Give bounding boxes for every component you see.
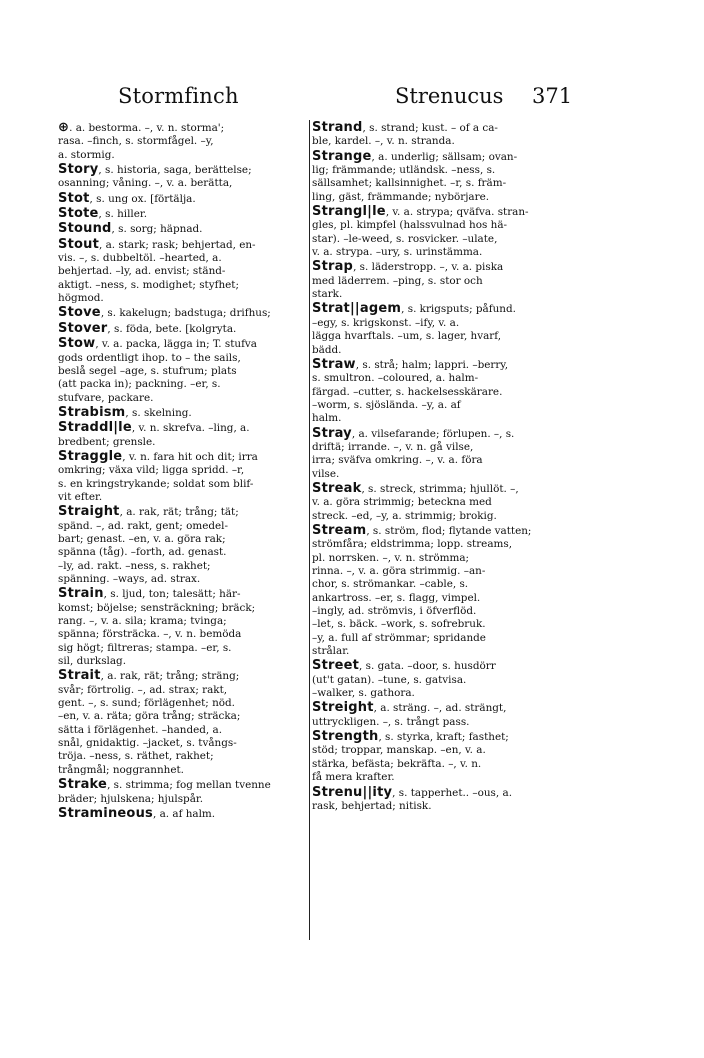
entry-line: Strat||agem, s. krigsputs; påfund.: [312, 302, 516, 317]
dictionary-entry: [58, 778, 310, 806]
headword: Strap: [312, 260, 354, 275]
entry-line: spänna (tåg). –forth, ad. genast.: [58, 546, 227, 559]
entry-line: få mera krafter.: [312, 771, 395, 784]
entry-line: Strait, a. rak, rät; trång; sträng;: [58, 669, 240, 684]
entry-line: Straw, s. strå; halm; lappri. –berry,: [312, 357, 509, 372]
left-column: [58, 121, 310, 822]
entry-line: –worm, s. sjösländа. –y, a. af: [312, 398, 461, 411]
entry-line: Stout, a. stark; rask; behjertad, en-: [58, 237, 256, 252]
dictionary-entry: [312, 730, 572, 784]
entry-line: högmod.: [58, 292, 104, 305]
headword: Strange: [312, 149, 372, 164]
headword: Strabism: [58, 405, 126, 420]
headword: Stote: [58, 207, 99, 222]
dictionary-entry: [312, 524, 572, 658]
entry-line: –egy, s. krigskonst. –ify, v. a.: [312, 316, 460, 329]
entry-line: med läderrem. –ping, s. stor och: [312, 274, 483, 287]
headword: Stot: [58, 191, 90, 206]
dictionary-entry: [312, 659, 572, 700]
entry-line: vis. –, s. dubbeltöl. –hearted, a.: [58, 252, 222, 265]
dictionary-entry: [312, 358, 572, 426]
dictionary-entry: [58, 121, 310, 162]
headword: Straddl|le: [58, 421, 132, 436]
entry-line: Stray, a. vilsefarande; förlupen. –, s.: [312, 426, 515, 441]
headword: Street: [312, 659, 360, 674]
entry-line: färgad. –cutter, s. hackelsesskärare.: [312, 385, 503, 398]
dictionary-entry: [58, 163, 310, 191]
entry-line: driftä; irrande. –, v. n. gå vilse,: [312, 440, 474, 453]
entry-line: ankartross. –er, s. flagg, vimpel.: [312, 591, 481, 604]
entry-line: trångmål; noggrannhet.: [58, 763, 184, 776]
headword: Strake: [58, 778, 108, 793]
right-guide-word: Strenucus: [395, 84, 504, 108]
dictionary-entry: [58, 807, 310, 821]
dictionary-entry: [58, 192, 310, 206]
entry-line: Strain, s. ljud, ton; talesätt; här-: [58, 587, 241, 602]
entry-line: –walker, s. gathora.: [312, 687, 415, 700]
dictionary-entry: [58, 587, 310, 668]
entry-line: aktigt. –ness, s. modighet; styfhet;: [58, 278, 239, 291]
right-column: [312, 121, 572, 814]
entry-line: Strap, s. läderstropp. –, v. a. piska: [312, 260, 504, 275]
entry-line: stärka, befästa; bekräfta. –, v. n.: [312, 757, 482, 770]
left-guide-word: Stormfinch: [118, 84, 239, 108]
entry-line: a. stormig.: [58, 148, 115, 161]
headword: Strait: [58, 669, 101, 684]
dictionary-entry: [58, 222, 310, 236]
entry-line: Story, s. historia, saga, berättelse;: [58, 163, 252, 178]
entry-line: Strangl|le, v. a. strypa; qväfva. stran-: [312, 205, 529, 220]
dictionary-entry: [58, 207, 310, 221]
entry-line: (att packa in); packning. –er, s.: [58, 378, 221, 391]
headword: Straggle: [58, 449, 123, 464]
headword: Stover: [58, 321, 108, 336]
entry-line: v. a. göra strimmig; beteckna med: [312, 496, 492, 509]
dictionary-entry: [58, 337, 310, 405]
entry-line: vit efter.: [58, 490, 103, 503]
entry-line: vilse.: [312, 467, 340, 480]
entry-line: –let, s. bäck. –work, s. sofrebruk.: [312, 618, 486, 631]
entry-line: Stow, v. a. packa, lägga in; T. stufva: [58, 337, 257, 352]
dictionary-entry: [58, 669, 310, 777]
dictionary-entry: [312, 701, 572, 729]
dictionary-entry: [58, 238, 310, 306]
headword: Straw: [312, 357, 356, 372]
headword: Strangl|le: [312, 205, 386, 220]
dictionary-entry: [58, 505, 310, 586]
headword: Strength: [312, 730, 379, 745]
entry-line: spänning. –ways, ad. strax.: [58, 573, 201, 585]
entry-line: Strand, s. strand; kust. – of a ca-: [312, 121, 498, 135]
dictionary-entry: [58, 421, 310, 449]
dictionary-entry: [312, 205, 572, 259]
entry-line: sil, durkslag.: [58, 655, 126, 668]
entry-line: rang. –, v. a. sila; krama; tvinga;: [58, 615, 227, 628]
dictionary-entry: [312, 302, 572, 356]
headword: Streight: [312, 701, 374, 716]
entry-line: irra; sväfva omkring. –, v. a. föra: [312, 454, 483, 467]
entry-line: Streak, s. streck, strimma; hjullöt. –,: [312, 481, 519, 496]
entry-line: bart; genast. –en, v. a. göra rak;: [58, 532, 226, 545]
entry-line: sig högt; filtreras; stampa. –er, s.: [58, 641, 232, 654]
entry-line: rasa. –finch, s. stormfågel. –y,: [58, 135, 214, 148]
entry-line: chor, s. strömankar. –cable, s.: [312, 578, 469, 591]
entry-line: stöd; troppar, manskap. –en, v. a.: [312, 744, 486, 757]
entry-line: Stound, s. sorg; häpnad.: [58, 222, 203, 237]
entry-line: –y, a. full af strömmar; spridande: [312, 631, 486, 644]
entry-line: s. smultron. –coloured, a. halm-: [312, 372, 479, 385]
entry-line: Straight, a. rak, rät; trång; tät;: [58, 505, 239, 520]
entry-line: –en, v. a. räta; göra trång; sträcka;: [58, 710, 241, 723]
entry-line: halm.: [312, 412, 342, 425]
page-header: [110, 84, 573, 116]
entry-line: Stramineous, a. af halm.: [58, 806, 216, 821]
dictionary-entry: [58, 306, 310, 320]
entry-line: beslå segel –age, s. stufrum; plats: [58, 364, 237, 377]
entry-line: stark.: [312, 288, 343, 301]
entry-line: star). –le-weed, s. rosvicker. –ulate,: [312, 232, 498, 245]
headword: Strat||agem: [312, 302, 402, 317]
entry-line: gods ordentligt ihop. to – the sails,: [58, 351, 241, 364]
dictionary-entry: [312, 150, 572, 204]
entry-line: Street, s. gata. –door, s. husdörr: [312, 659, 496, 674]
headword: Strand: [312, 121, 363, 135]
dictionary-entry: [312, 427, 572, 481]
dictionary-entry: [58, 406, 310, 420]
dictionary-entry: [58, 450, 310, 504]
entry-line: rask, behjertad; nitisk.: [312, 799, 432, 812]
entry-line: v. a. strypa. –ury, s. urinstämma.: [312, 246, 483, 259]
entry-line: behjertad. –ly, ad. envist; ständ-: [58, 265, 226, 278]
entry-line: bredbent; grensle.: [58, 435, 156, 448]
entry-line: pl. norrsken. –, v. n. strömma;: [312, 551, 470, 564]
entry-line: spänna; försträcka. –, v. n. bemöda: [58, 628, 242, 641]
headword: Straight: [58, 505, 120, 520]
entry-line: s. en kringstrykande; soldat som blif-: [58, 477, 254, 490]
entry-line: Streight, a. sträng. –, ad. strängt,: [312, 701, 507, 716]
column-divider: [309, 120, 310, 940]
entry-line: spänd. –, ad. rakt, gent; omedel-: [58, 519, 228, 532]
entry-line: Straddl|le, v. n. skrefva. –ling, a.: [58, 421, 250, 436]
headword: Stramineous: [58, 806, 153, 821]
entry-line: stufvare, packare.: [58, 391, 154, 404]
entry-line: Stote, s. hiller.: [58, 207, 148, 222]
headword: Strain: [58, 587, 104, 602]
entry-line: gent. –, s. sund; förlägenhet; nöd.: [58, 697, 235, 710]
entry-line: –ingly, ad. strömvis, i öfverflöd.: [312, 605, 477, 618]
entry-line: Strabism, s. skelning.: [58, 405, 192, 420]
headword: Stream: [312, 523, 367, 538]
entry-line: Stot, s. ung ox. [förtälja.: [58, 191, 196, 206]
dictionary-entry: [312, 260, 572, 301]
entry-line: lig; främmande; utländsk. –ness, s.: [312, 164, 496, 177]
entry-line: Stover, s. föda, bete. [kolgryta.: [58, 321, 237, 336]
headword: Story: [58, 163, 99, 178]
entry-line: uttryckligen. –, s. trångt pass.: [312, 715, 470, 728]
entry-line: Strenu||ity, s. tapperhet.. –ous, a.: [312, 785, 512, 800]
entry-line: komst; böjelse; sensträckning; bräck;: [58, 601, 256, 614]
headword: Stound: [58, 222, 112, 237]
entry-line: –ly, ad. rakt. –ness, s. rakhet;: [58, 559, 211, 572]
entry-line: (ut't gatan). –tune, s. gatvisa.: [312, 673, 467, 686]
entry-line: bädd.: [312, 343, 342, 356]
entry-line: snål, gnidaktig. –jacket, s. tvångs-: [58, 737, 237, 750]
headword: Streak: [312, 481, 362, 496]
headword: Stray: [312, 426, 352, 441]
headword: Stow: [58, 337, 96, 352]
entry-line: omkring; växa vild; ligga spridd. –r,: [58, 464, 245, 477]
entry-line: ble, kardel. –, v. n. stranda.: [312, 135, 455, 148]
entry-line: sällsamhet; kallsinnighet. –r, s. främ-: [312, 177, 507, 190]
entry-line: strålar.: [312, 645, 350, 658]
page-number: 371: [532, 84, 573, 108]
headword: ⊕: [58, 121, 70, 135]
headword: Stove: [58, 306, 101, 321]
entry-line: gles, pl. kimpfel (halssvulnad hos hä-: [312, 219, 508, 232]
dictionary-entry: [312, 121, 572, 149]
entry-line: Stream, s. ström, flod; flytande vatten;: [312, 523, 532, 538]
entry-line: osanning; våning. –, v. a. berätta,: [58, 177, 233, 190]
entry-line: Stove, s. kakelugn; badstuga; drifhus;: [58, 306, 271, 321]
entry-line: ling, gäst, främmande; nybörjare.: [312, 190, 490, 203]
entry-line: Strange, a. underlig; sällsam; ovan-: [312, 149, 518, 164]
entry-line: lägga hvarftals. –um, s. lager, hvarf,: [312, 330, 502, 343]
entry-line: bräder; hjulskena; hjulspår.: [58, 792, 204, 805]
entry-line: Strength, s. styrka, kraft; fasthet;: [312, 730, 509, 745]
entry-line: rinna. –, v. a. göra strimmig. –an-: [312, 565, 486, 577]
dictionary-entry: [312, 786, 572, 814]
dictionary-entry: [312, 482, 572, 523]
headword: Strenu||ity: [312, 785, 393, 800]
entry-line: tröja. –ness, s. räthet, rakhet;: [58, 750, 214, 763]
entry-line: Straggle, v. n. fara hit och dit; irra: [58, 449, 258, 464]
headword: Stout: [58, 237, 99, 252]
entry-line: svår; förtrolig. –, ad. strax; rakt,: [58, 683, 228, 696]
dictionary-entry: [58, 322, 310, 336]
entry-line: ⊕. a. bestorma. –, v. n. storma';: [58, 121, 225, 135]
entry-line: Strake, s. strimma; fog mellan tvenne: [58, 778, 271, 793]
entry-line: sätta i förlägenhet. –handed, a.: [58, 723, 223, 736]
entry-line: streck. –ed, –y, a. strimmig; brokig.: [312, 509, 497, 522]
entry-line: strömfåra; eldstrimma; lopp. streams,: [312, 538, 513, 551]
